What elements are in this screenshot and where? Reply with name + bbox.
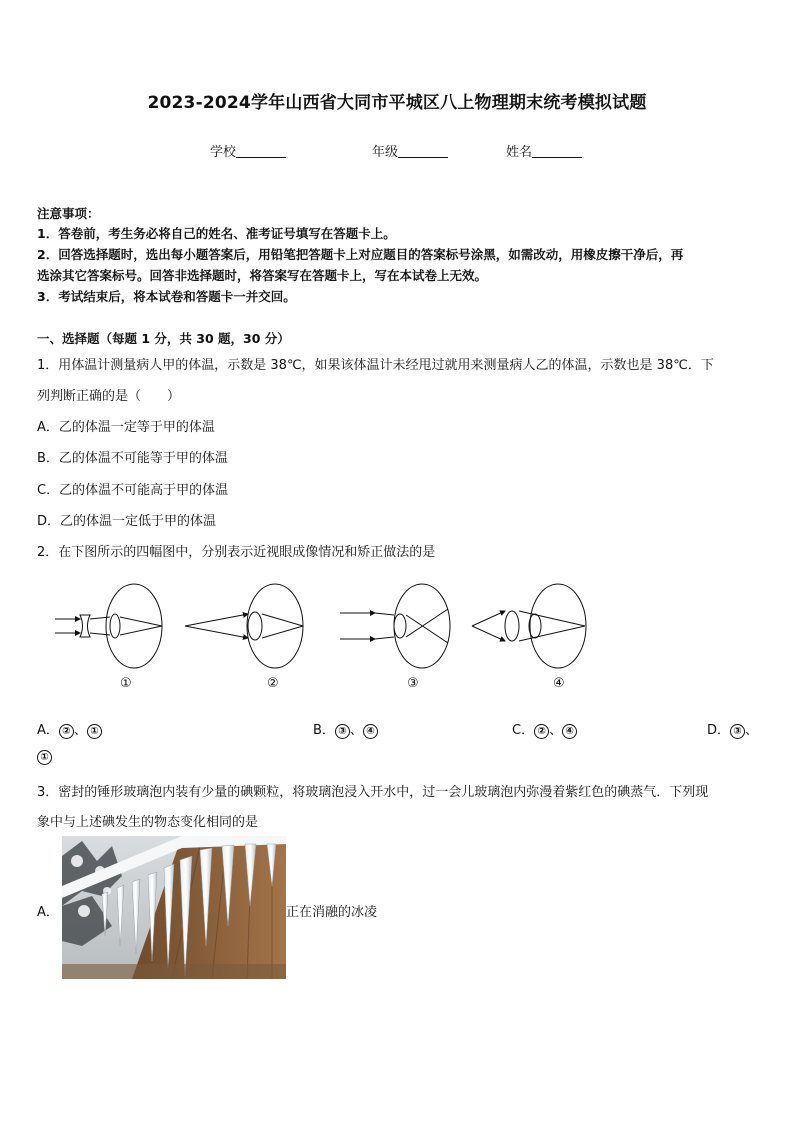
- eye-diagrams: [50, 578, 600, 673]
- q2-option-d[interactable]: D． ③ 、: [707, 723, 759, 738]
- diagram-label-3: ③: [407, 676, 419, 691]
- circle-number-3: ③: [730, 724, 745, 739]
- grade-label: 年级: [372, 145, 399, 160]
- q3-stem-line2: 象中与上述碘发生的物态变化相同的是: [37, 815, 259, 830]
- circle-number-4: ④: [363, 724, 378, 739]
- q3-option-a-text: 正在消融的冰凌: [286, 905, 378, 920]
- icicle-image: [62, 836, 286, 979]
- circle-number-3: ③: [335, 724, 350, 739]
- circle-number-1: ①: [87, 724, 102, 739]
- circle-number-2: ②: [59, 724, 74, 739]
- name-blank[interactable]: [532, 145, 582, 158]
- name-label: 姓名: [506, 145, 533, 160]
- q1-stem-line1: 1．用体温计测量病人甲的体温，示数是 38℃，如果该体温计未经甩过就用来测量病人乙的体温，示数也是 38℃．下: [37, 358, 714, 373]
- notice-item-3: 3．考试结束后，将本试卷和答题卡一并交回。: [37, 289, 296, 304]
- q2-option-c[interactable]: C． ② 、 ④: [512, 719, 577, 739]
- diagram-4: [472, 584, 586, 668]
- circle-number-4: ④: [562, 724, 577, 739]
- q3-option-a-prefix[interactable]: A．: [37, 905, 59, 920]
- notice-heading: 注意事项：: [37, 206, 100, 221]
- q3-stem-line1: 3．密封的锤形玻璃泡内装有少量的碘颗粒，将玻璃泡浸入开水中，过一会儿玻璃泡内弥漫着紫红色的碘蒸气．下列现: [37, 785, 709, 800]
- diagram-label-4: ④: [553, 676, 565, 691]
- notice-item-2: 2．回答选择题时，选出每小题答案后，用铅笔把答题卡上对应题目的答案标号涂黑，如需改动，用橡皮擦干净后，再: [37, 247, 684, 262]
- q1-option-c[interactable]: C．乙的体温不可能高于甲的体温: [37, 483, 229, 498]
- school-field[interactable]: [210, 141, 286, 160]
- q1-option-b[interactable]: B．乙的体温不可能等于甲的体温: [37, 451, 228, 466]
- circle-number-1: ①: [37, 750, 52, 765]
- circle-number-2: ②: [534, 724, 549, 739]
- notice-item-2-cont: 选涂其它答案标号。回答非选择题时，将答案写在答题卡上，写在本试卷上无效。: [37, 268, 488, 283]
- school-blank[interactable]: [236, 145, 286, 158]
- q1-stem-line2: 列判断正确的是（ ）: [37, 389, 181, 404]
- q1-option-a[interactable]: A．乙的体温一定等于甲的体温: [37, 420, 215, 435]
- icicle-photo: [62, 836, 286, 979]
- diagram-1-myopia-corrected: [55, 584, 162, 668]
- q1-option-d[interactable]: D．乙的体温一定低于甲的体温: [37, 514, 217, 529]
- section-heading: 一、选择题（每题 1 分，共 30 题，30 分）: [37, 331, 290, 346]
- q2-option-b[interactable]: B． ③ 、 ④: [313, 719, 378, 739]
- q2-option-a[interactable]: A． ② 、 ①: [37, 719, 102, 739]
- diagram-2: [185, 584, 303, 668]
- school-label: 学校: [210, 145, 237, 160]
- q2-stem: 2．在下图所示的四幅图中，分别表示近视眼成像情况和矫正做法的是: [37, 545, 436, 560]
- grade-field[interactable]: [372, 141, 448, 160]
- diagram-label-2: ②: [267, 676, 279, 691]
- page-title: 2023-2024学年山西省大同市平城区八上物理期末统考模拟试题: [147, 93, 647, 113]
- q2-option-d-cont: [37, 749, 52, 765]
- diagram-3: [340, 584, 450, 668]
- grade-blank[interactable]: [398, 145, 448, 158]
- notice-item-1: 1．答卷前，考生务必将自己的姓名、准考证号填写在答题卡上。: [37, 226, 396, 241]
- name-field[interactable]: [506, 141, 582, 160]
- diagram-label-1: ①: [120, 676, 132, 691]
